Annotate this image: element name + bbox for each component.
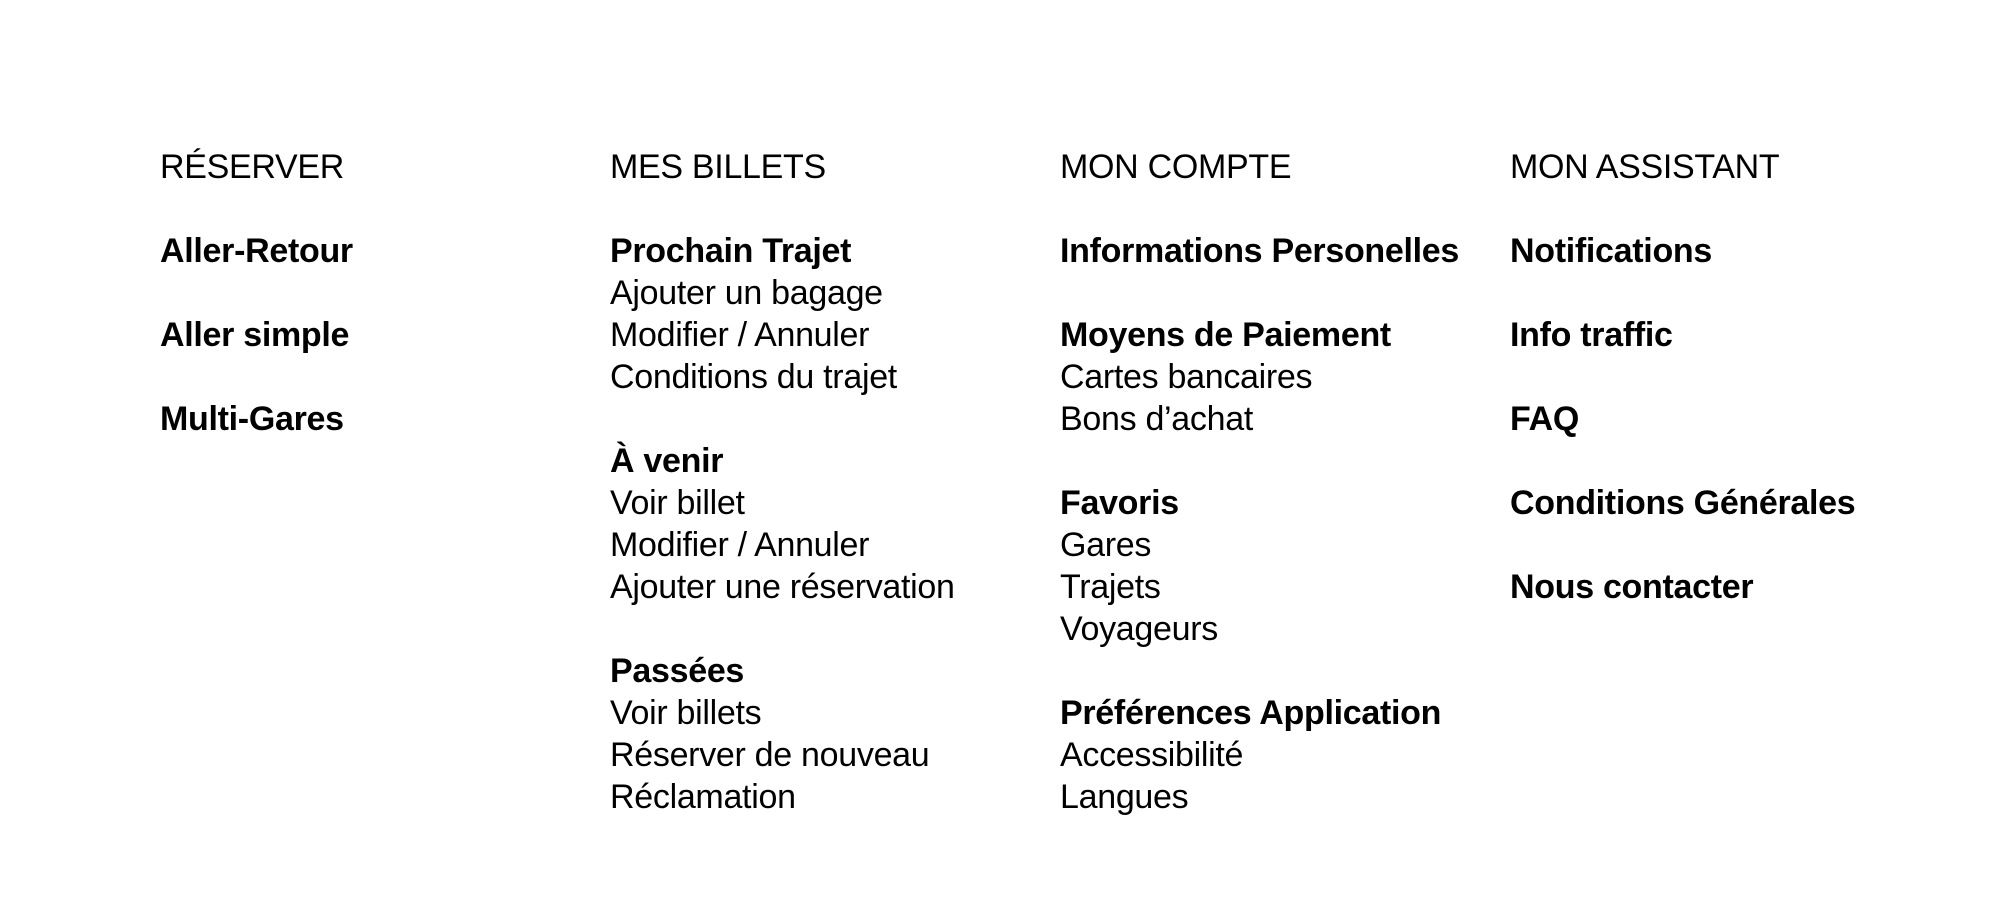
group-favoris [1060,482,1500,650]
sub-item-conditions-trajet[interactable]: Conditions du trajet [610,358,897,396]
sub-item-ajouter-reservation[interactable]: Ajouter une réservation [610,568,955,606]
menu-item-favoris[interactable]: Favoris [1060,484,1179,522]
column-mes-billets [610,146,1050,860]
sub-item-modifier-annuler[interactable]: Modifier / Annuler [610,316,870,354]
sub-item-voyageurs[interactable]: Voyageurs [1060,610,1218,648]
column-title-reserver: RÉSERVER [160,148,345,186]
menu-item-aller-simple[interactable]: Aller simple [160,316,350,354]
group-prochain-trajet [610,230,1050,398]
menu-item-aller-retour[interactable]: Aller-Retour [160,232,353,270]
group-passees [610,650,1050,818]
group-moyens-paiement [1060,314,1500,440]
menu-item-prochain-trajet[interactable]: Prochain Trajet [610,232,852,270]
menu-item-a-venir[interactable]: À venir [610,442,724,480]
group-info-traffic [1510,314,1950,356]
group-multi-gares [160,398,600,440]
menu-item-notifications[interactable]: Notifications [1510,232,1712,270]
group-notifications [1510,230,1950,272]
sub-item-accessibilite[interactable]: Accessibilité [1060,736,1244,774]
column-mon-compte [1060,146,1500,860]
sub-item-modifier-annuler[interactable]: Modifier / Annuler [610,526,870,564]
column-title-mes-billets: MES BILLETS [610,148,826,186]
group-faq [1510,398,1950,440]
sub-item-langues[interactable]: Langues [1060,778,1189,816]
menu-item-faq[interactable]: FAQ [1510,400,1579,438]
menu-item-moyens-paiement[interactable]: Moyens de Paiement [1060,316,1391,354]
sub-item-ajouter-bagage[interactable]: Ajouter un bagage [610,274,883,312]
column-title-mon-assistant: MON ASSISTANT [1510,148,1780,186]
sitemap [160,146,1960,866]
menu-item-nous-contacter[interactable]: Nous contacter [1510,568,1754,606]
column-mon-assistant [1510,146,1950,650]
sub-item-cartes-bancaires[interactable]: Cartes bancaires [1060,358,1313,396]
column-title-mon-compte: MON COMPTE [1060,148,1292,186]
menu-item-preferences-application[interactable]: Préférences Application [1060,694,1442,732]
group-preferences-application [1060,692,1500,818]
group-nous-contacter [1510,566,1950,608]
column-reserver [160,146,600,482]
sub-item-reclamation[interactable]: Réclamation [610,778,796,816]
menu-item-multi-gares[interactable]: Multi-Gares [160,400,344,438]
group-a-venir [610,440,1050,608]
group-informations-personelles [1060,230,1500,272]
group-aller-simple [160,314,600,356]
sub-item-gares[interactable]: Gares [1060,526,1152,564]
sub-item-bons-achat[interactable]: Bons d’achat [1060,400,1253,438]
group-aller-retour [160,230,600,272]
menu-item-info-traffic[interactable]: Info traffic [1510,316,1673,354]
menu-item-passees[interactable]: Passées [610,652,745,690]
sub-item-reserver-nouveau[interactable]: Réserver de nouveau [610,736,930,774]
group-conditions-generales [1510,482,1950,524]
sub-item-voir-billets[interactable]: Voir billets [610,694,762,732]
sub-item-trajets[interactable]: Trajets [1060,568,1161,606]
menu-item-informations-personelles[interactable]: Informations Personelles [1060,232,1460,270]
sub-item-voir-billet[interactable]: Voir billet [610,484,745,522]
menu-item-conditions-generales[interactable]: Conditions Générales [1510,484,1856,522]
